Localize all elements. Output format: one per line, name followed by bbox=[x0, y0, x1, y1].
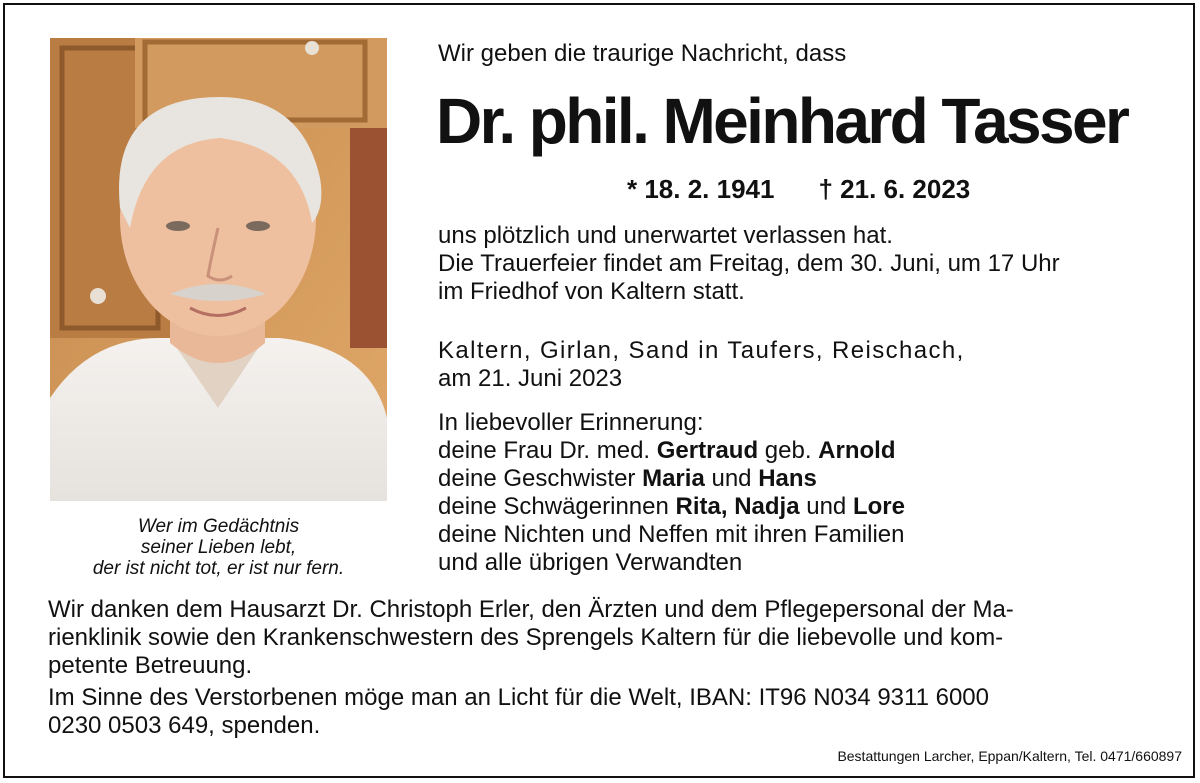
thanks-line: petente Betreuung. bbox=[48, 652, 253, 679]
birth-date: * 18. 2. 1941 bbox=[627, 174, 775, 204]
life-dates bbox=[627, 174, 970, 204]
funeral-home-footer: Bestattungen Larcher, Eppan/Kaltern, Tel. 0471/660897 bbox=[837, 748, 1182, 764]
mourner-relatives: und alle übrigen Verwandten bbox=[438, 549, 743, 576]
message-line: uns plötzlich und unerwartet verlassen hat. bbox=[438, 222, 893, 249]
mourners-heading: In liebevoller Erinnerung: bbox=[438, 409, 704, 436]
memorial-quote bbox=[50, 516, 387, 579]
thanks-line: rienklinik sowie den Krankenschwestern des Sprengels Kaltern für die liebevolle und kom- bbox=[48, 624, 1004, 651]
closing-text bbox=[48, 596, 1168, 740]
donation-line: Im Sinne des Verstorbenen möge man an Licht für die Welt, IBAN: IT96 N034 9311 6000 bbox=[48, 684, 989, 711]
quote-line: der ist nicht tot, er ist nur fern. bbox=[92, 558, 345, 579]
place-date-block bbox=[438, 337, 965, 393]
mourner-nieces: deine Nichten und Neffen mit ihren Familien bbox=[438, 521, 905, 548]
mourner-siblings: deine Geschwister Maria und Hans bbox=[438, 465, 817, 492]
place-line: Kaltern, Girlan, Sand in Taufers, Reischach, bbox=[438, 337, 965, 364]
portrait-photo bbox=[50, 38, 387, 501]
quote-line: Wer im Gedächtnis bbox=[137, 516, 300, 537]
donation-line: 0230 0503 649, spenden. bbox=[48, 712, 321, 739]
deceased-name: Dr. phil. Meinhard Tasser bbox=[436, 85, 1128, 157]
mourner-wife: deine Frau Dr. med. Gertraud geb. Arnold bbox=[438, 437, 896, 464]
mourner-inlaws: deine Schwägerinnen Rita, Nadja und Lore bbox=[438, 493, 905, 520]
thanks-line: Wir danken dem Hausarzt Dr. Christoph Erler, den Ärzten und dem Pflegepersonal der Ma- bbox=[48, 596, 1014, 623]
death-date: † 21. 6. 2023 bbox=[818, 174, 971, 204]
message-line: im Friedhof von Kaltern statt. bbox=[438, 278, 745, 305]
mourners-block bbox=[438, 409, 905, 577]
intro-text: Wir geben die traurige Nachricht, dass bbox=[438, 40, 847, 67]
date-line: am 21. Juni 2023 bbox=[438, 365, 623, 392]
quote-line: seiner Lieben lebt, bbox=[140, 537, 297, 558]
message-line: Die Trauerfeier findet am Freitag, dem 30. Juni, um 17 Uhr bbox=[438, 250, 1060, 277]
message-block bbox=[438, 222, 1060, 306]
